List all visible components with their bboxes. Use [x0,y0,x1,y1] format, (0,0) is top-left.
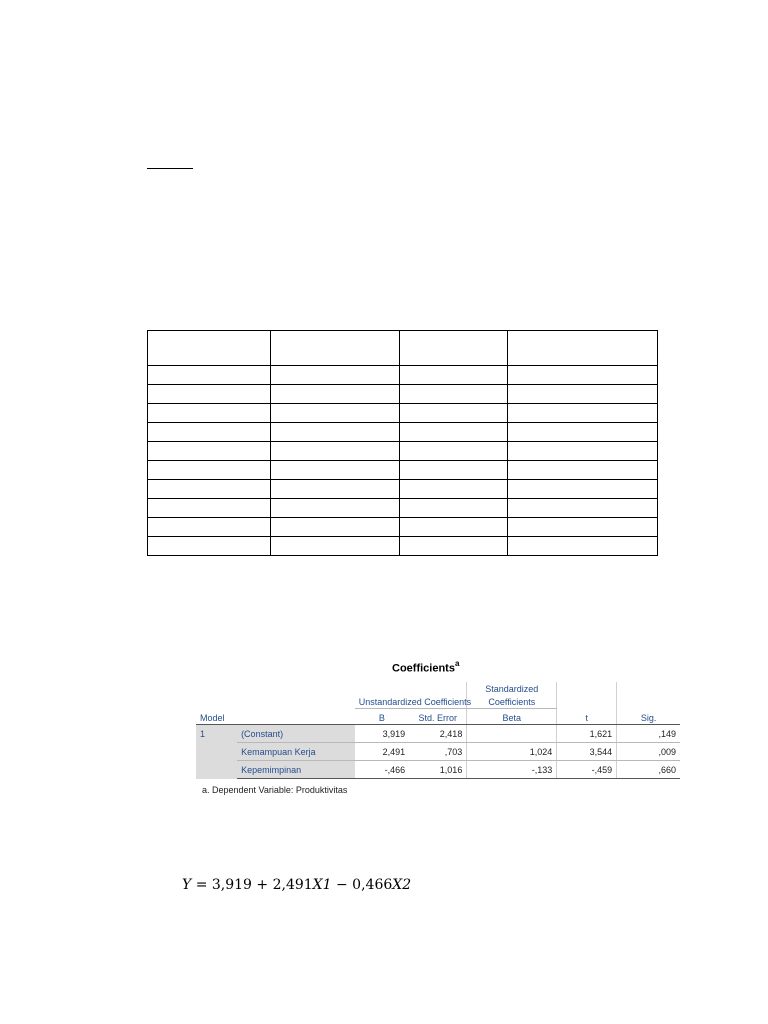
empty-table [147,330,658,556]
table-header-row [148,331,658,366]
t-value: 1,621 [557,725,617,743]
table-cell [400,331,508,366]
row-label: Kepemimpinan [237,761,355,779]
coefficients-title: Coefficients$^a$ [392,659,460,675]
table-cell [508,442,658,461]
table-row [148,518,658,537]
table-cell [400,537,508,556]
table-cell [400,423,508,442]
table-cell [271,404,400,423]
table-cell [271,499,400,518]
standardized-header-line2: Coefficients [467,696,557,709]
b-value: -,466 [355,761,409,779]
table-cell [271,366,400,385]
table-cell [271,423,400,442]
table-cell [508,423,658,442]
table-row [148,366,658,385]
table-cell [148,499,271,518]
table-cell [508,404,658,423]
table-cell [400,385,508,404]
t-header: t [557,709,617,725]
table-cell [148,480,271,499]
sig-value: ,009 [617,743,680,761]
table-cell [400,366,508,385]
b-value: 3,919 [355,725,409,743]
se-value: ,703 [409,743,467,761]
table-row [148,499,658,518]
unstandardized-header: Unstandardized Coefficients [355,696,467,709]
beta-value [467,725,557,743]
t-value: 3,544 [557,743,617,761]
sig-value: ,660 [617,761,680,779]
t-value: -,459 [557,761,617,779]
table-cell [508,499,658,518]
model-header: Model [196,709,355,725]
table-cell [400,480,508,499]
table-row [148,537,658,556]
table-cell [148,518,271,537]
table-cell [508,518,658,537]
se-value: 1,016 [409,761,467,779]
table-cell [400,442,508,461]
table-row [148,461,658,480]
table-cell [271,480,400,499]
table-cell [271,518,400,537]
table-cell [508,366,658,385]
sig-value: ,149 [617,725,680,743]
table-cell [148,537,271,556]
table-row [148,385,658,404]
table-cell [271,461,400,480]
table-row [148,480,658,499]
table-cell [400,404,508,423]
beta-header: Beta [467,709,557,725]
table-cell [508,331,658,366]
row-label: (Constant) [237,725,355,743]
se-value: 2,418 [409,725,467,743]
table-row [148,423,658,442]
table-cell [508,537,658,556]
table-cell [508,461,658,480]
sig-header: Sig. [617,709,680,725]
table-row [148,404,658,423]
standardized-header: Standardized [467,682,557,696]
b-value: 2,491 [355,743,409,761]
table-cell [271,331,400,366]
table-row [196,725,680,743]
table-cell [271,537,400,556]
table-cell [271,385,400,404]
underline-rule [147,168,193,169]
table-cell [148,366,271,385]
table-cell [148,331,271,366]
std-error-header: Std. Error [409,709,467,725]
table-cell [148,404,271,423]
table-cell [271,442,400,461]
coefficients-table [196,682,680,779]
table-row [196,743,680,761]
table-cell [148,461,271,480]
model-number: 1 [196,725,237,779]
table-footnote: a. Dependent Variable: Produktivitas [202,785,348,795]
beta-value: 1,024 [467,743,557,761]
table-row [148,442,658,461]
table-cell [400,461,508,480]
table-cell [400,518,508,537]
table-cell [148,423,271,442]
row-label: Kemampuan Kerja [237,743,355,761]
b-header: B [355,709,409,725]
table-cell [148,385,271,404]
beta-value: -,133 [467,761,557,779]
table-cell [148,442,271,461]
table-cell [400,499,508,518]
table-cell [508,480,658,499]
regression-equation: Y = 3,919 + 2,491X1 − 0,466X2 [182,877,412,893]
table-row [196,761,680,779]
table-cell [508,385,658,404]
